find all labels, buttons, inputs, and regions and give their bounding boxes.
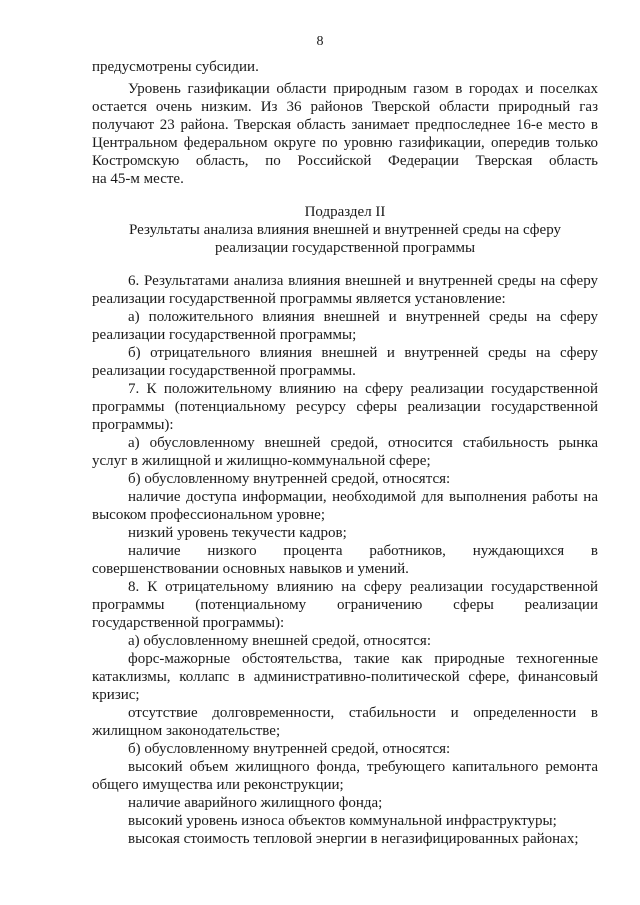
text-line: отсутствие долговременности, стабильности и определенности в (128, 705, 598, 721)
text-line: предусмотрены субсидии. (92, 59, 259, 75)
text-line: наличие аварийного жилищного фонда; (128, 795, 383, 811)
text-line: программы): (92, 417, 174, 433)
text-line: высокий уровень износа объектов коммунальной инфраструктуры; (128, 813, 557, 829)
text-line: форс-мажорные обстоятельства, такие как природные техногенные (128, 651, 598, 667)
text-line: наличие доступа информации, необходимой для выполнения работы на (128, 489, 598, 505)
text-line: жилищном законодательстве; (92, 723, 281, 739)
text-line: Уровень газификации области природным газом в городах и поселках (128, 81, 598, 97)
text-line: остается очень низким. Из 36 районов Тверской области природный газ (92, 99, 598, 115)
text-line: совершенствовании основных навыков и умений. (92, 561, 409, 577)
text-line: на 45-м месте. (92, 171, 184, 187)
text-line: а) обусловленному внешней средой, относятся: (128, 633, 431, 649)
section-heading-line: Подраздел II (304, 204, 386, 220)
text-line: 6. Результатами анализа влияния внешней и внутренней среды на сферу (128, 273, 598, 289)
page-number: 8 (316, 34, 324, 49)
text-line: реализации государственной программы является установление: (92, 291, 506, 307)
text-line: реализации государственной программы. (92, 363, 356, 379)
text-line: 7. К положительному влиянию на сферу реализации государственной (128, 381, 598, 397)
text-line: низкий уровень текучести кадров; (128, 525, 347, 541)
text-line: высокая стоимость тепловой энергии в негазифицированных районах; (128, 831, 579, 847)
text-line: катаклизмы, коллапс в административно-политической сфере, финансовый (92, 669, 598, 685)
text-line: государственной программы): (92, 615, 285, 631)
text-line: а) обусловленному внешней средой, относится стабильность рынка (128, 435, 598, 451)
section-heading-line: реализации государственной программы (214, 240, 476, 256)
text-line: 8. К отрицательному влиянию на сферу реализации государственной (128, 579, 598, 595)
text-line: наличие низкого процента работников, нуждающихся в (128, 543, 598, 559)
text-line: высоком профессиональном уровне; (92, 507, 325, 523)
text-line: реализации государственной программы; (92, 327, 357, 343)
text-line: услуг в жилищной и жилищно-коммунальной сфере; (92, 453, 431, 469)
text-line: программы (потенциальному ресурсу сферы реализации государственной (92, 399, 598, 415)
text-line: кризис; (92, 687, 140, 703)
section-heading-line: Результаты анализа влияния внешней и внутренней среды на сферу (129, 222, 561, 238)
text-line: б) отрицательного влияния внешней и внутренней среды на сферу (128, 345, 598, 361)
text-line: высокий объем жилищного фонда, требующего капитального ремонта (128, 759, 598, 775)
text-line: получают 23 района. Тверская область занимает предпоследнее 16-е место в (92, 117, 598, 133)
text-line: а) положительного влияния внешней и внутренней среды на сферу (128, 309, 598, 325)
text-line: б) обусловленному внутренней средой, относятся: (128, 741, 451, 757)
text-line: Костромскую область, по Российской Федерации Тверская область (92, 153, 598, 169)
text-line: общего имущества или реконструкции; (92, 777, 344, 793)
text-line: Центральном федеральном округе по уровню газификации, опередив только (92, 135, 598, 151)
text-line: программы (потенциальному ограничению сферы реализации (92, 597, 598, 613)
text-line: б) обусловленному внутренней средой, относятся: (128, 471, 451, 487)
